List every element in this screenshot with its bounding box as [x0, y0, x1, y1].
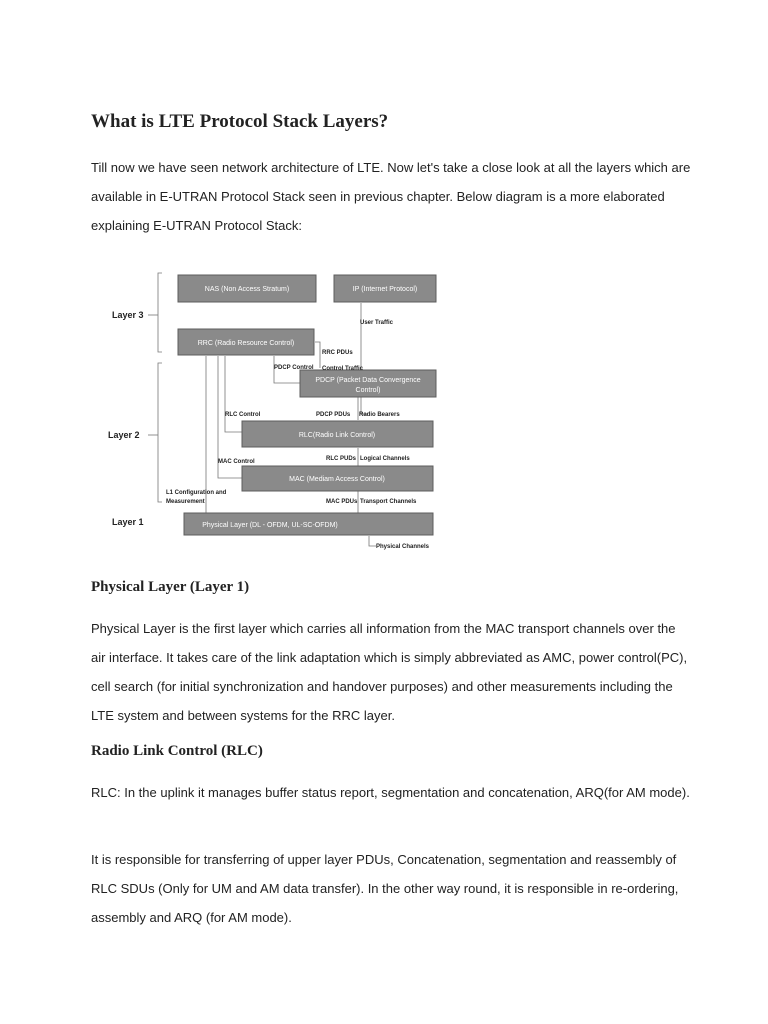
page-title: What is LTE Protocol Stack Layers?	[91, 111, 389, 132]
layer3-bracket	[158, 273, 162, 352]
radio-bearers-label: Radio Bearers	[359, 412, 400, 418]
l1-config-label-line1: L1 Configuration and	[166, 490, 227, 496]
rrc-pdus-label: RRC PDUs	[322, 350, 353, 356]
rlc-pdus-label: RLC PUDs	[326, 456, 357, 462]
mac-label: MAC (Mediam Access Control)	[289, 476, 385, 483]
section-heading-rlc: Radio Link Control (RLC)	[91, 743, 263, 759]
physical-channels-label: Physical Channels	[376, 544, 430, 550]
rlc-label: RLC(Radio Link Control)	[298, 432, 376, 439]
rlc-paragraph-1: RLC: In the uplink it manages buffer status report, segmentation and concatenation, ARQ(for AM mode).	[91, 785, 690, 800]
l1-config-label-line2: Measurement	[166, 499, 205, 505]
physical-channels-line	[369, 536, 376, 546]
ip-label: IP (Internet Protocol)	[352, 286, 418, 293]
transport-channels-label: Transport Channels	[360, 499, 417, 505]
intro-paragraph: Till now we have seen network architecture of LTE. Now let's take a close look at all the layers which are available in E-UTRAN Protocol Stack seen in previous chapter. Below diagram is a more elaborated explaining E-UTRAN Protocol Stack:	[91, 160, 691, 233]
user-traffic-label: User Traffic	[360, 320, 394, 326]
phy-label: Physical Layer (DL - OFDM, UL-SC-OFDM)	[202, 522, 338, 529]
layer2-label: Layer 2	[108, 430, 140, 440]
layer2-bracket	[158, 363, 162, 502]
protocol-stack-svg	[100, 268, 445, 550]
mac-pdus-label: MAC PDUs	[326, 499, 358, 505]
pdcp-label-line1: PDCP (Packet Data Convergence	[315, 377, 421, 384]
layer1-label: Layer 1	[112, 517, 144, 527]
section-heading-physical-layer: Physical Layer (Layer 1)	[91, 579, 250, 595]
rlc-control-label: RLC Control	[225, 412, 261, 418]
physical-layer-paragraph: Physical Layer is the first layer which carries all information from the MAC transport channels over the air interface. It takes care of the link adaptation which is simply abbreviated as AMC, power control(PC), cell search (for initial synchronization and handover purposes) and other measurements including the LTE system and between systems for the RRC layer.	[91, 621, 688, 723]
mac-control-label: MAC Control	[218, 459, 255, 465]
rrc-label: RRC (Radio Resource Control)	[197, 340, 295, 347]
rrc-pdus-line	[315, 342, 320, 368]
rlc-control-line	[225, 356, 242, 432]
logical-channels-label: Logical Channels	[360, 456, 410, 462]
protocol-stack-diagram	[100, 268, 445, 550]
pdcp-label-line2: Control)	[355, 387, 381, 394]
pdcp-pdus-label: PDCP PDUs	[316, 412, 351, 418]
layer3-label: Layer 3	[112, 310, 144, 320]
pdcp-control-label: PDCP Control	[274, 365, 314, 371]
control-traffic-label: Control Traffic	[322, 366, 364, 372]
nas-label: NAS (Non Access Stratum)	[204, 286, 290, 293]
rlc-paragraph-2: It is responsible for transferring of upper layer PDUs, Concatenation, segmentation and reassembly of RLC SDUs (Only for UM and AM data transfer). In the other way round, it is responsible in re-ordering, assembly and ARQ (for AM mode).	[91, 852, 679, 925]
